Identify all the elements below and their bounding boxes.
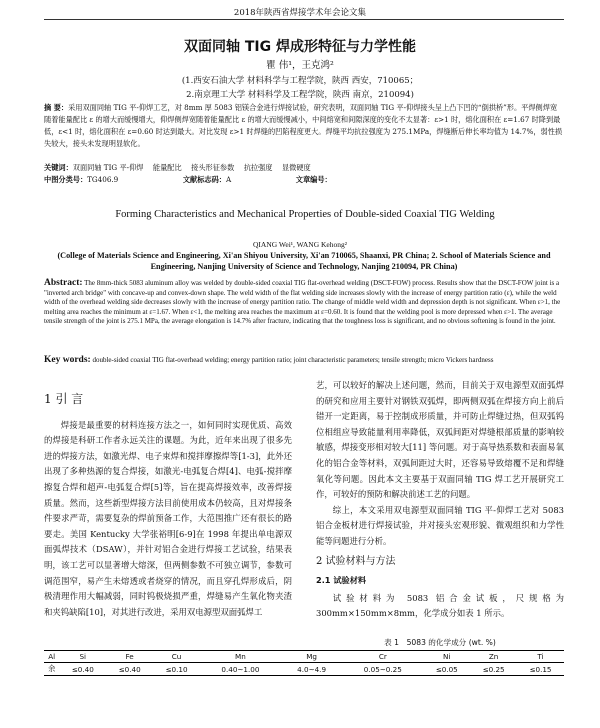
- right-col-paragraph-3: 试验材料为 5083 铝合金试板，尺规格为 300mm×150mm×8mm，化学成分如表 1 所示。: [316, 592, 564, 619]
- right-col-paragraph-2: 综上，本文采用双电源型双面同轴 TIG 平-仰焊工艺对 5083 铝合金板材进行焊接试验，并对接头宏观形貌、微观组织和力学性能等问题进行分析。: [316, 504, 564, 546]
- abstract-cn: [44, 102, 564, 150]
- section-1-paragraph: 焊接是最重要的材料连接方法之一，如何同时实现优质、高效的焊接是科研工作者永远关注的课题。为此，近年来出现了很多先进的焊接方法，如激光焊、电子束焊和搅拌摩擦焊等[1-3]，此外还出现了多种热源的复合焊接，如激光-电弧复合焊[4]、电弧-搅拌摩擦复合焊和超声-电弧复合焊[5]等，旨在提高焊接效率，改善焊接质量。然而，这些新型焊接方法目前使用成本仍较高，且对焊接条件要求严苛，需要复杂的焊前预备工作，大范围推广还有很长的路要走。美国 Kentucky 大学张裕明[6-9]在 1998 年提出单电源双面弧焊技术（DSAW），并针对铝合金进行焊接工艺试验，结果表明，该工艺可以显著增大熔深，但两侧参数不可独立调节，参数可调范围窄，易产生未熔透或者烧穿的情况，而且穿孔焊形成后，阴极清理作用大幅减弱，同时钨极烧损严重，焊缝易产生氧化物夹渣和夹钨缺陷[10]，对其进行改进，采用双电源型双面弧焊工: [44, 419, 292, 617]
- section-2-title: 2 试验材料与方法: [316, 555, 396, 567]
- keywords-cn-text: 双面同轴 TIG 平-仰焊 能量配比 接头形征参数 抗拉强度 显微硬度: [72, 163, 311, 172]
- table-header-cell: Cr: [378, 652, 387, 661]
- keywords-en-label: Key words:: [44, 355, 91, 365]
- section-2-1-title: 2.1 试验材料: [316, 575, 367, 586]
- authors-en: QIANG Wei¹, WANG Kehong²: [252, 240, 348, 249]
- affiliation-cn-2: 2.南京理工大学 材料科学及工程学院，陕西 南京，210094): [186, 90, 414, 100]
- title-en: Forming Characteristics and Mechanical Properties of Double-sided Coaxial TIG Welding: [115, 209, 495, 220]
- authors-cn: 瞿 伟¹，王克鸿²: [266, 60, 334, 71]
- table-header-cell: Ni: [443, 652, 451, 661]
- abstract-cn-text: 采用双面同轴 TIG 平-仰焊工艺，对 8mm 厚 5083 铝镁合金进行焊接试验，研究表明，双面同轴 TIG 平-仰焊接头呈上凸下凹的“倒拱桥”形。平焊侧焊宽随着能量配比 ε 的增大而缓慢增大，仰焊侧焊宽随着能量配比 ε 的增大而缓慢减小，中间熔宽和间隙深度的变化不太显著：ε>1 时，熔化面积在 ε=1.67 时降到最低，ε<1 时，熔化面积在 ε=0.60 时达到最大。对比发现 ε>1 时焊缝的凹陷程度更大。焊缝平均抗拉强度为 275.1MPa，焊缝断后伸长率均值为 14.7%，弱性损失较大，接头未发现明显软化。: [44, 103, 563, 148]
- affiliation-en: (College of Materials Science and Engineering, Xi'an Shiyou University, Xi'an 710065, Shaanxi, PR China; 2. School of Materials Science and Engineering, Nanjing University of Science and Technology, Nanjing 210094, PR China): [57, 251, 551, 271]
- table-caption: 表 1 5083 的化学成分 (wt. %): [384, 638, 496, 647]
- table-cell: ≤0.40: [118, 664, 141, 674]
- header-rule: [44, 19, 564, 20]
- table-header-cell: Mn: [235, 652, 246, 661]
- table-cell: ≤0.25: [482, 664, 505, 674]
- left-column: [44, 380, 292, 620]
- keywords-cn-label: 关键词：: [44, 163, 73, 172]
- right-col-paragraph-1: 艺，可以较好的解决上述问题，然而，目前关于双电源型双面弧焊的研究和应用主要针对钢铁双弧焊，即两侧双弧在焊接方向上前后错开一定距离，易于控制成形质量，并可防止焊缝过热，但双弧钨位相组应导致能量利用率降低，双弧间距对焊缝根部质量的影响较敏感，焊接变形相对较大[11] 等问题。对于高导热系数和表面易氧化的铝合金等材料，双弧间距过大时，还容易导致熔覆不足和焊缝氧化等问题。因此本文主要基于双面同轴 TIG 焊工艺开展研究工作，可较好的预防和解决前述工艺的问题。: [316, 380, 564, 500]
- title-cn: 双面同轴 TIG 焊成形特征与力学性能: [184, 39, 416, 55]
- table-header-cell: Zn: [488, 652, 499, 661]
- article-label: 文章编号：: [295, 175, 332, 184]
- composition-table: [44, 650, 564, 676]
- table-cell: 0.40~1.00: [221, 664, 260, 674]
- table-header-cell: Al: [48, 652, 56, 661]
- table-header-row: [44, 651, 564, 663]
- keywords-en: [44, 356, 564, 366]
- abstract-en: [44, 279, 564, 327]
- table-header-cell: Fe: [125, 652, 134, 661]
- cls-label: 中图分类号：: [44, 175, 88, 184]
- table-cell: 4.0~4.9: [297, 664, 327, 674]
- table-header-cell: Si: [79, 652, 87, 661]
- section-1-title: 1 引 言: [44, 392, 84, 406]
- keywords-cn: [44, 162, 564, 174]
- table-header-cell: Cu: [171, 652, 182, 661]
- table-header-cell: Ti: [537, 652, 544, 661]
- table-cell: ≤0.40: [71, 664, 94, 674]
- table-cell: 0.05~0.25: [363, 664, 402, 674]
- table-cell: ≤0.10: [165, 664, 188, 674]
- table-row: [44, 663, 564, 676]
- running-header: 2018年陕西省焊接学术年会论文集: [233, 8, 367, 18]
- affiliation-cn-1: (1.西安石油大学 材料科学与工程学院，陕西 西安，710065；: [181, 76, 419, 86]
- table-header-cell: Mg: [306, 652, 317, 661]
- table-cell: ≤0.05: [435, 664, 458, 674]
- right-column: [316, 378, 564, 622]
- doc-label: 文献标志码：: [182, 175, 226, 184]
- keywords-en-text: double-sided coaxial TIG flat-overhead welding; energy partition ratio; joint characteristic parameters; tensile strength; micro Vickers hardness: [92, 356, 494, 364]
- abstract-en-text: The 8mm-thick 5083 aluminum alloy was welded by double-sided coaxial TIG flat-overhead welding (DSCT-FOW) process. Results show that the DSCT-FOW joint is a "inverted arch bridge" with concave-up and convex-down shape. The weld width of the flat welding side increases slowly with the increase of energy partition ratio (ε), while the weld width of the overhead welding side decreases slowly with the increase of energy partition ratio. The change of middle weld width and depression depth is not significant. When ε>1, the melting area reaches the minimum at ε=1.67. When ε<1, the melting area reaches the maximum at ε=0.60. It is found that the welding pool is more depressed when ε>1. The average tensile strength of the joint is 275.1 MPa, the average elongation is 14.7% after fracture, indicating that the toughness loss is significant, and no obvious softening is found in the joint.: [44, 279, 561, 325]
- abstract-en-label: Abstract:: [44, 278, 83, 288]
- doc-value: A: [226, 175, 232, 184]
- abstract-cn-label: 摘 要：: [44, 103, 69, 112]
- table-cell: 余: [48, 664, 56, 673]
- classification-line: [44, 174, 564, 186]
- cls-value: TG406.9: [87, 175, 119, 184]
- table-cell: ≤0.15: [529, 664, 552, 674]
